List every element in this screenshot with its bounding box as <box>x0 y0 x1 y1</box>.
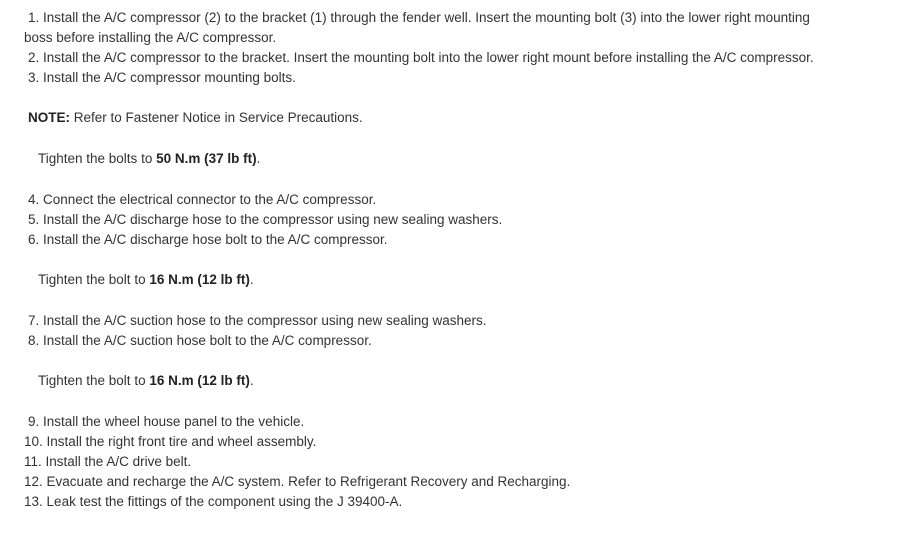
step-text: Install the A/C discharge hose bolt to the A/C compressor. <box>43 232 388 247</box>
step-8 <box>28 331 372 351</box>
step-number: 9. <box>28 414 40 429</box>
step-9 <box>28 412 304 432</box>
step-text: Install the A/C compressor mounting bolts. <box>43 70 296 85</box>
step-3 <box>28 68 296 88</box>
torque-spec-2 <box>38 270 254 290</box>
step-number: 2. <box>28 50 40 65</box>
step-text: Install the A/C discharge hose to the compressor using new sealing washers. <box>43 212 503 227</box>
step-2 <box>28 48 814 68</box>
step-1-continuation <box>24 28 276 48</box>
step-number: 11. <box>24 454 42 469</box>
torque-suffix: . <box>249 272 254 287</box>
torque-spec-3 <box>38 371 254 391</box>
step-text: Connect the electrical connector to the A/C compressor. <box>43 192 377 207</box>
step-10 <box>24 432 316 452</box>
step-number: 6. <box>28 232 40 247</box>
step-text: Install the A/C drive belt. <box>45 454 192 469</box>
step-text: Install the A/C suction hose bolt to the A/C compressor. <box>43 333 372 348</box>
step-5 <box>28 210 502 230</box>
step-number: 12. <box>24 474 43 489</box>
step-number: 13. <box>24 494 43 509</box>
step-6 <box>28 230 387 250</box>
step-text: Install the A/C compressor (2) to the bracket (1) through the fender well. Insert the mounting bolt (3) into the lower right mounting <box>43 10 810 25</box>
step-number: 8. <box>28 333 40 348</box>
step-number: 4. <box>28 192 40 207</box>
step-11 <box>24 452 191 472</box>
step-13 <box>24 492 402 512</box>
torque-suffix: . <box>249 373 254 388</box>
step-number: 7. <box>28 313 40 328</box>
torque-suffix: . <box>256 151 261 166</box>
torque-prefix: Tighten the bolt to <box>38 373 150 388</box>
torque-spec-1 <box>38 149 260 169</box>
torque-value: 16 N.m (12 lb ft) <box>149 373 250 388</box>
step-number: 5. <box>28 212 40 227</box>
step-number: 3. <box>28 70 40 85</box>
torque-prefix: Tighten the bolts to <box>38 151 157 166</box>
step-text: Install the right front tire and wheel assembly. <box>46 434 317 449</box>
step-text: Evacuate and recharge the A/C system. Refer to Refrigerant Recovery and Recharging. <box>46 474 571 489</box>
step-12 <box>24 472 570 492</box>
step-1 <box>28 8 810 28</box>
step-text: Install the A/C suction hose to the compressor using new sealing washers. <box>43 313 487 328</box>
step-number: 10. <box>24 434 43 449</box>
step-number: 1. <box>28 10 40 25</box>
step-text: boss before installing the A/C compressor. <box>24 30 277 45</box>
note-label: NOTE: <box>28 110 70 125</box>
torque-value: 16 N.m (12 lb ft) <box>149 272 250 287</box>
step-7 <box>28 311 487 331</box>
step-text: Leak test the fittings of the component using the J 39400-A. <box>46 494 403 509</box>
note <box>28 108 363 128</box>
step-text: Install the wheel house panel to the vehicle. <box>43 414 305 429</box>
torque-value: 50 N.m (37 lb ft) <box>156 151 257 166</box>
step-text: Install the A/C compressor to the bracket. Insert the mounting bolt into the lower right mount before installing the A/C compressor. <box>43 50 814 65</box>
step-4 <box>28 190 376 210</box>
torque-prefix: Tighten the bolt to <box>38 272 150 287</box>
note-text: Refer to Fastener Notice in Service Precautions. <box>70 110 363 125</box>
